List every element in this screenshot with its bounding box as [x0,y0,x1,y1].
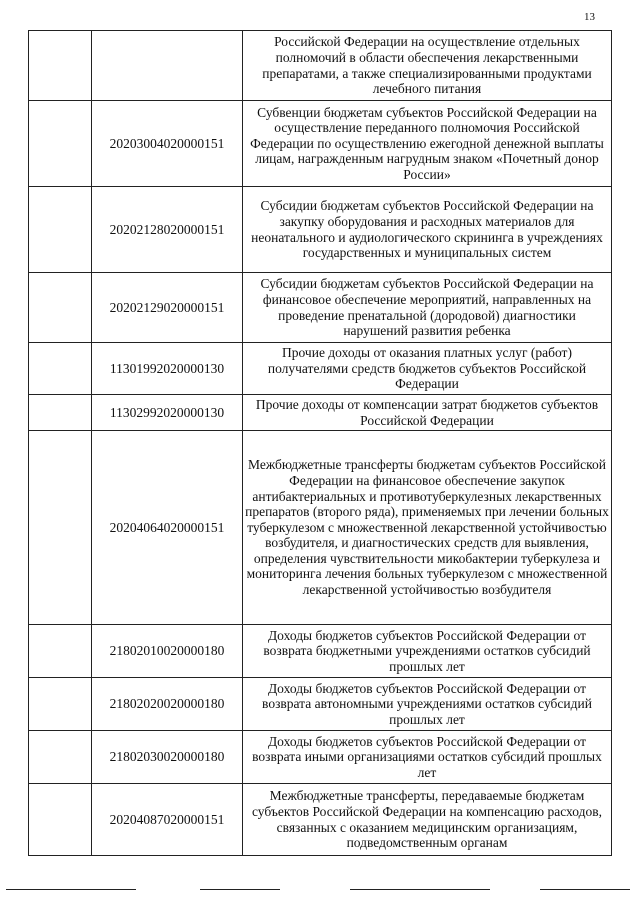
table-row [29,187,612,273]
description-cell: Межбюджетные трансферты бюджетам субъектов Российской Федерации на финансовое обеспечение закупок антибактериальных и противотуберкулезных лекарственных препаратов (второго ряда), применяемых при лечении больных туберкулезом с множественной лекарственной устойчивостью возбудителя, и диагностических средств для выявления, определения чувствительности микобактерии туберкулеза и мониторинга лечения больных туберкулезом с множественной лекарственной устойчивостью возбудителя [243,431,612,625]
code-cell: 20202129020000151 [92,273,243,343]
table-row [29,731,612,784]
blank-cell [29,187,92,273]
description-cell: Прочие доходы от компенсации затрат бюджетов субъектов Российской Федерации [243,395,612,431]
blank-cell [29,31,92,101]
code-cell: 20204087020000151 [92,784,243,856]
table-row [29,273,612,343]
table-row [29,678,612,731]
blank-cell [29,731,92,784]
blank-cell [29,678,92,731]
revenue-codes-table [28,30,612,856]
table-row [29,784,612,856]
table-row [29,343,612,395]
code-cell: 20203004020000151 [92,101,243,187]
blank-cell [29,343,92,395]
description-cell: Доходы бюджетов субъектов Российской Федерации от возврата бюджетными учреждениями остатков субсидий прошлых лет [243,625,612,678]
description-cell: Доходы бюджетов субъектов Российской Федерации от возврата автономными учреждениями остатков субсидий прошлых лет [243,678,612,731]
table-row [29,431,612,625]
description-cell: Межбюджетные трансферты, передаваемые бюджетам субъектов Российской Федерации на компенсацию расходов, связанных с оказанием медицинским организациям, подведомственным органам [243,784,612,856]
table-row [29,101,612,187]
description-cell: Субвенции бюджетам субъектов Российской Федерации на осуществление переданного полномочия Российской Федерации по осуществлению ежегодной денежной выплаты лицам, награжденным нагрудным знаком «Почетный донор России» [243,101,612,187]
blank-cell [29,431,92,625]
blank-cell [29,101,92,187]
table-row [29,31,612,101]
description-cell: Субсидии бюджетам субъектов Российской Федерации на финансовое обеспечение мероприятий, направленных на проведение пренатальной (дородовой) диагностики нарушений развития ребенка [243,273,612,343]
footer-separator-line [350,889,490,890]
code-cell: 20202128020000151 [92,187,243,273]
footer-separator-line [200,889,280,890]
blank-cell [29,625,92,678]
description-cell: Российской Федерации на осуществление отдельных полномочий в области обеспечения лекарственными препаратами, а также специализированными продуктами лечебного питания [243,31,612,101]
code-cell: 11301992020000130 [92,343,243,395]
table-row [29,625,612,678]
description-cell: Субсидии бюджетам субъектов Российской Федерации на закупку оборудования и расходных материалов для неонатального и аудиологического скрининга в учреждениях государственных и муниципальных систем [243,187,612,273]
blank-cell [29,784,92,856]
footer-separator-line [540,889,630,890]
code-cell: 21802030020000180 [92,731,243,784]
page-number: 13 [584,11,595,23]
code-cell: 21802020020000180 [92,678,243,731]
code-cell: 11302992020000130 [92,395,243,431]
code-cell: 21802010020000180 [92,625,243,678]
description-cell: Прочие доходы от оказания платных услуг (работ) получателями средств бюджетов субъектов Российской Федерации [243,343,612,395]
code-cell: 20204064020000151 [92,431,243,625]
blank-cell [29,273,92,343]
footer-separator-line [6,889,136,890]
table-row [29,395,612,431]
description-cell: Доходы бюджетов субъектов Российской Федерации от возврата иными организациями остатков субсидий прошлых лет [243,731,612,784]
blank-cell [29,395,92,431]
code-cell [92,31,243,101]
